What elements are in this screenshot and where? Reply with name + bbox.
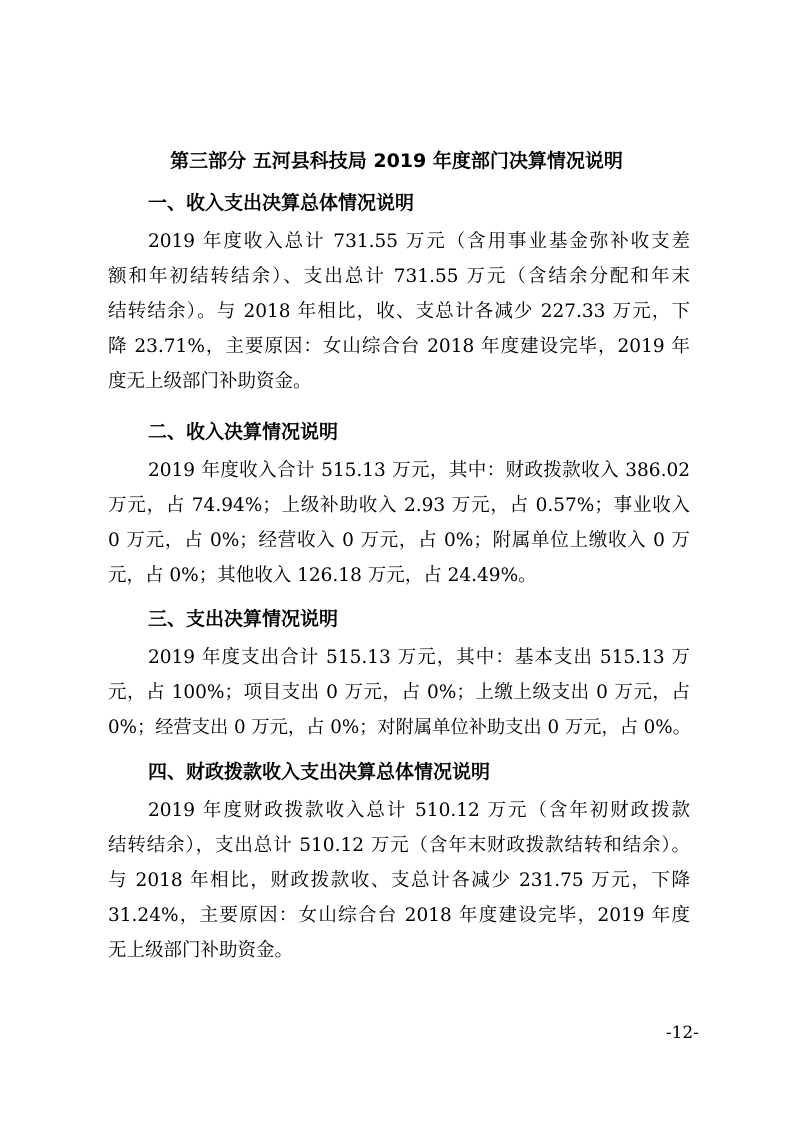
paragraph-line: 度无上级部门补助资金。 [108, 371, 312, 392]
page-title: 第三部分 五河县科技局 2019 年度部门决算情况说明 [170, 150, 623, 172]
paragraph-line: 2019 年度财政拨款收入总计 510.12 万元（含年初财政拨款 [148, 800, 690, 821]
section-heading-4: 四、财政拨款收入支出决算总体情况说明 [148, 761, 491, 783]
paragraph-line: 元，占 0%；其他收入 126.18 万元，占 24.49%。 [108, 565, 537, 586]
paragraph-line: 2019 年度收入总计 731.55 万元（含用事业基金弥补收支差 [148, 231, 690, 252]
paragraph-line: 无上级部门补助资金。 [108, 940, 294, 961]
paragraph-line: 元，占 100%；项目支出 0 万元，占 0%；上缴上级支出 0 万元，占 [108, 682, 690, 703]
paragraph-line: 额和年初结转结余）、支出总计 731.55 万元（含结余分配和年末 [108, 266, 690, 287]
paragraph-line: 降 23.71%，主要原因：女山综合台 2018 年度建设完毕，2019 年 [108, 336, 690, 357]
paragraph-line: 与 2018 年相比，财政拨款收、支总计各减少 231.75 万元，下降 [108, 870, 690, 891]
paragraph-line: 2019 年度收入合计 515.13 万元，其中：财政拨款收入 386.02 [148, 460, 690, 481]
paragraph-line: 0%；经营支出 0 万元，占 0%；对附属单位补助支出 0 万元，占 0%。 [108, 717, 691, 738]
paragraph-line: 0 万元，占 0%；经营收入 0 万元，占 0%；附属单位上缴收入 0 万 [108, 530, 690, 551]
section-heading-2: 二、收入决算情况说明 [148, 421, 339, 443]
paragraph-line: 31.24%，主要原因：女山综合台 2018 年度建设完毕，2019 年度 [108, 905, 690, 926]
section-heading-3: 三、支出决算情况说明 [148, 608, 339, 630]
paragraph-line: 2019 年度支出合计 515.13 万元，其中：基本支出 515.13 万 [148, 647, 690, 668]
page-number: -12- [665, 1023, 699, 1043]
section-heading-1: 一、收入支出决算总体情况说明 [148, 192, 415, 214]
paragraph-line: 万元，占 74.94%；上级补助收入 2.93 万元，占 0.57%；事业收入 [108, 495, 690, 516]
paragraph-line: 结转结余）。与 2018 年相比，收、支总计各减少 227.33 万元，下 [108, 301, 690, 322]
paragraph-line: 结转结余），支出总计 510.12 万元（含年末财政拨款结转和结余）。 [108, 835, 690, 856]
